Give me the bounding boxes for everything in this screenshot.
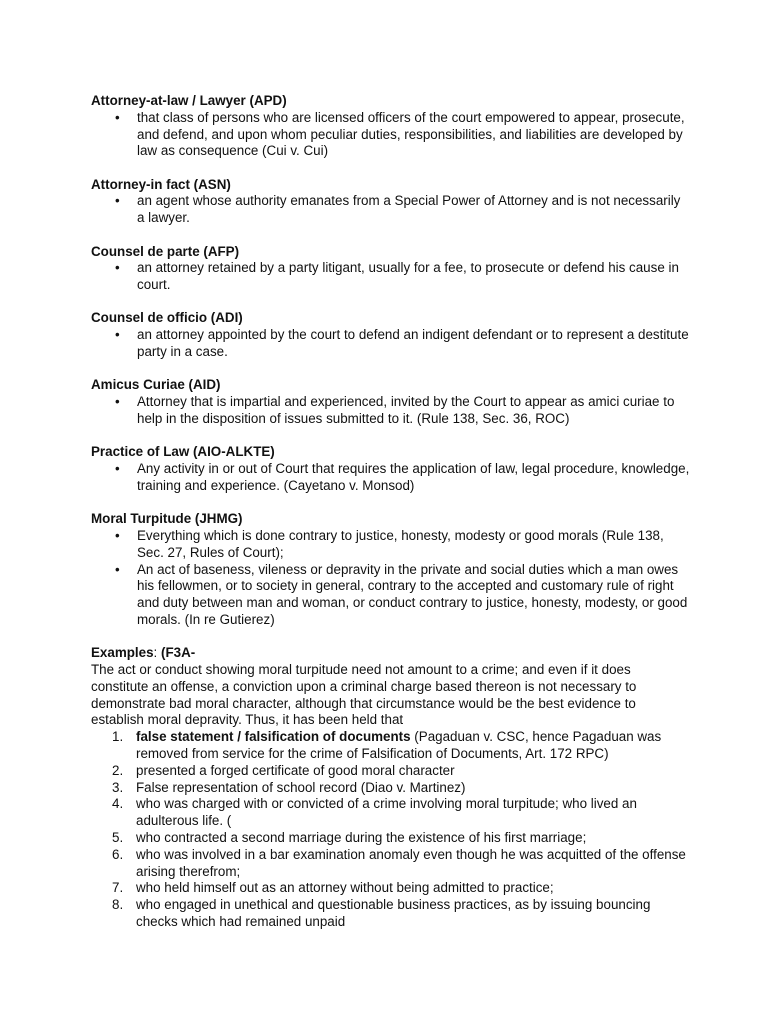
bullet-item	[91, 528, 691, 562]
list-item	[91, 729, 691, 763]
list-number: 6.	[112, 846, 124, 862]
bullet-item	[91, 327, 691, 361]
bullet-list	[91, 327, 691, 361]
list-number: 8.	[112, 897, 124, 913]
definition-section	[91, 444, 691, 494]
examples-list	[91, 729, 691, 931]
bullet-icon: •	[115, 461, 120, 477]
list-number: 7.	[112, 880, 124, 896]
section-heading: Attorney-at-law / Lawyer (APD)	[91, 93, 287, 108]
list-item-bold: false statement / falsification of documents	[136, 729, 411, 745]
section-heading: Counsel de officio (ADI)	[91, 310, 243, 326]
examples-heading	[91, 645, 691, 662]
bullet-text: an attorney retained by a party litigant, usually for a fee, to prosecute or defend his cause in court.	[137, 260, 679, 293]
section-heading: Amicus Curiae (AID)	[91, 377, 221, 393]
list-item-text: who contracted a second marriage during the existence of his first marriage;	[136, 829, 587, 845]
list-number: 5.	[112, 829, 124, 845]
bullet-text: an attorney appointed by the court to defend an indigent defendant or to represent a destitute party in a case.	[137, 327, 689, 360]
bullet-item	[91, 193, 691, 227]
examples-colon: :	[153, 645, 161, 661]
bullet-icon: •	[115, 527, 120, 543]
definition-section	[91, 377, 691, 427]
list-item-text: who was involved in a bar examination anomaly even though he was acquitted of the offense arising therefrom;	[136, 846, 686, 879]
bullet-text: Everything which is done contrary to justice, honesty, modesty or good morals (Rule 138, Sec. 27, Rules of Court);	[137, 527, 664, 560]
list-item	[91, 830, 691, 847]
list-item-text: presented a forged certificate of good moral character	[136, 762, 455, 778]
bullet-item	[91, 394, 691, 428]
bullet-list	[91, 528, 691, 629]
bullet-item	[91, 260, 691, 294]
bullet-list	[91, 461, 691, 495]
list-number: 2.	[112, 762, 124, 778]
bullet-text: Any activity in or out of Court that requires the application of law, legal procedure, knowledge, training and experience. (Cayetano v. Monsod)	[137, 461, 690, 493]
examples-section	[91, 645, 691, 931]
list-number: 4.	[112, 796, 124, 812]
bullet-icon: •	[115, 193, 120, 209]
section-heading: Counsel de parte (AFP)	[91, 243, 240, 259]
section-heading: Moral Turpitude (JHMG)	[91, 511, 243, 527]
definition-section	[91, 177, 691, 227]
list-item-text: who was charged with or convicted of a crime involving moral turpitude; who lived an adulterous life. (	[136, 796, 637, 829]
examples-label: Examples	[91, 645, 154, 661]
list-item	[91, 880, 691, 897]
bullet-item	[91, 461, 691, 495]
definition-section	[91, 93, 691, 160]
bullet-icon: •	[115, 394, 120, 410]
bullet-list	[91, 394, 691, 428]
examples-intro: The act or conduct showing moral turpitude need not amount to a crime; and even if it does constitute an offense, a conviction upon a criminal charge based thereon is not necessary to demonstrate bad moral character, although that circumstance would be the best evidence to establish moral depravity. Thus, it has been held that	[91, 662, 637, 728]
bullet-icon: •	[115, 109, 120, 125]
list-number: 1.	[112, 729, 124, 745]
list-item	[91, 796, 691, 830]
list-item-text: (Pagaduan v. CSC, hence Pagaduan was removed from service for the crime of Falsification of Documents, Art. 172 RPC)	[136, 729, 662, 761]
list-item	[91, 897, 691, 931]
section-heading: Practice of Law (AIO-ALKTE)	[91, 444, 275, 460]
list-item	[91, 847, 691, 881]
bullet-list	[91, 193, 691, 227]
bullet-text: Attorney that is impartial and experienced, invited by the Court to appear as amici curiae to help in the disposition of issues submitted to it. (Rule 138, Sec. 36, ROC)	[137, 394, 675, 426]
list-item-text: False representation of school record (Diao v. Martinez)	[136, 779, 466, 795]
bullet-icon: •	[115, 327, 120, 343]
definition-section	[91, 310, 691, 360]
document-page	[91, 93, 691, 931]
bullet-item	[91, 562, 691, 629]
bullet-item	[91, 110, 691, 160]
list-item	[91, 780, 691, 797]
bullet-icon: •	[115, 260, 120, 276]
bullet-text: that class of persons who are licensed officers of the court empowered to appear, prosecute, and defend, and upon whom peculiar duties, responsibilities, and liabilities are developed by law as consequence (Cui v. Cui)	[137, 109, 685, 159]
section-heading: Attorney-in fact (ASN)	[91, 176, 231, 192]
bullet-list	[91, 110, 691, 160]
list-number: 3.	[112, 779, 124, 795]
bullet-text: an agent whose authority emanates from a Special Power of Attorney and is not necessarily a lawyer.	[137, 193, 681, 226]
list-item-text: who held himself out as an attorney without being admitted to practice;	[136, 880, 554, 896]
list-item	[91, 763, 691, 780]
bullet-text: An act of baseness, vileness or depravity in the private and social duties which a man owes his fellowmen, or to society in general, contrary to the accepted and customary rule of right and duty between man and woman, or conduct contrary to justice, honesty, modesty, or good morals. (In re Gutierez)	[137, 561, 688, 627]
definition-section	[91, 244, 691, 294]
bullet-list	[91, 260, 691, 294]
list-item-text: who engaged in unethical and questionable business practices, as by issuing bouncing checks which had remained unpaid	[136, 897, 651, 929]
examples-code: (F3A-	[160, 645, 196, 661]
definition-section	[91, 511, 691, 629]
bullet-icon: •	[115, 561, 120, 577]
